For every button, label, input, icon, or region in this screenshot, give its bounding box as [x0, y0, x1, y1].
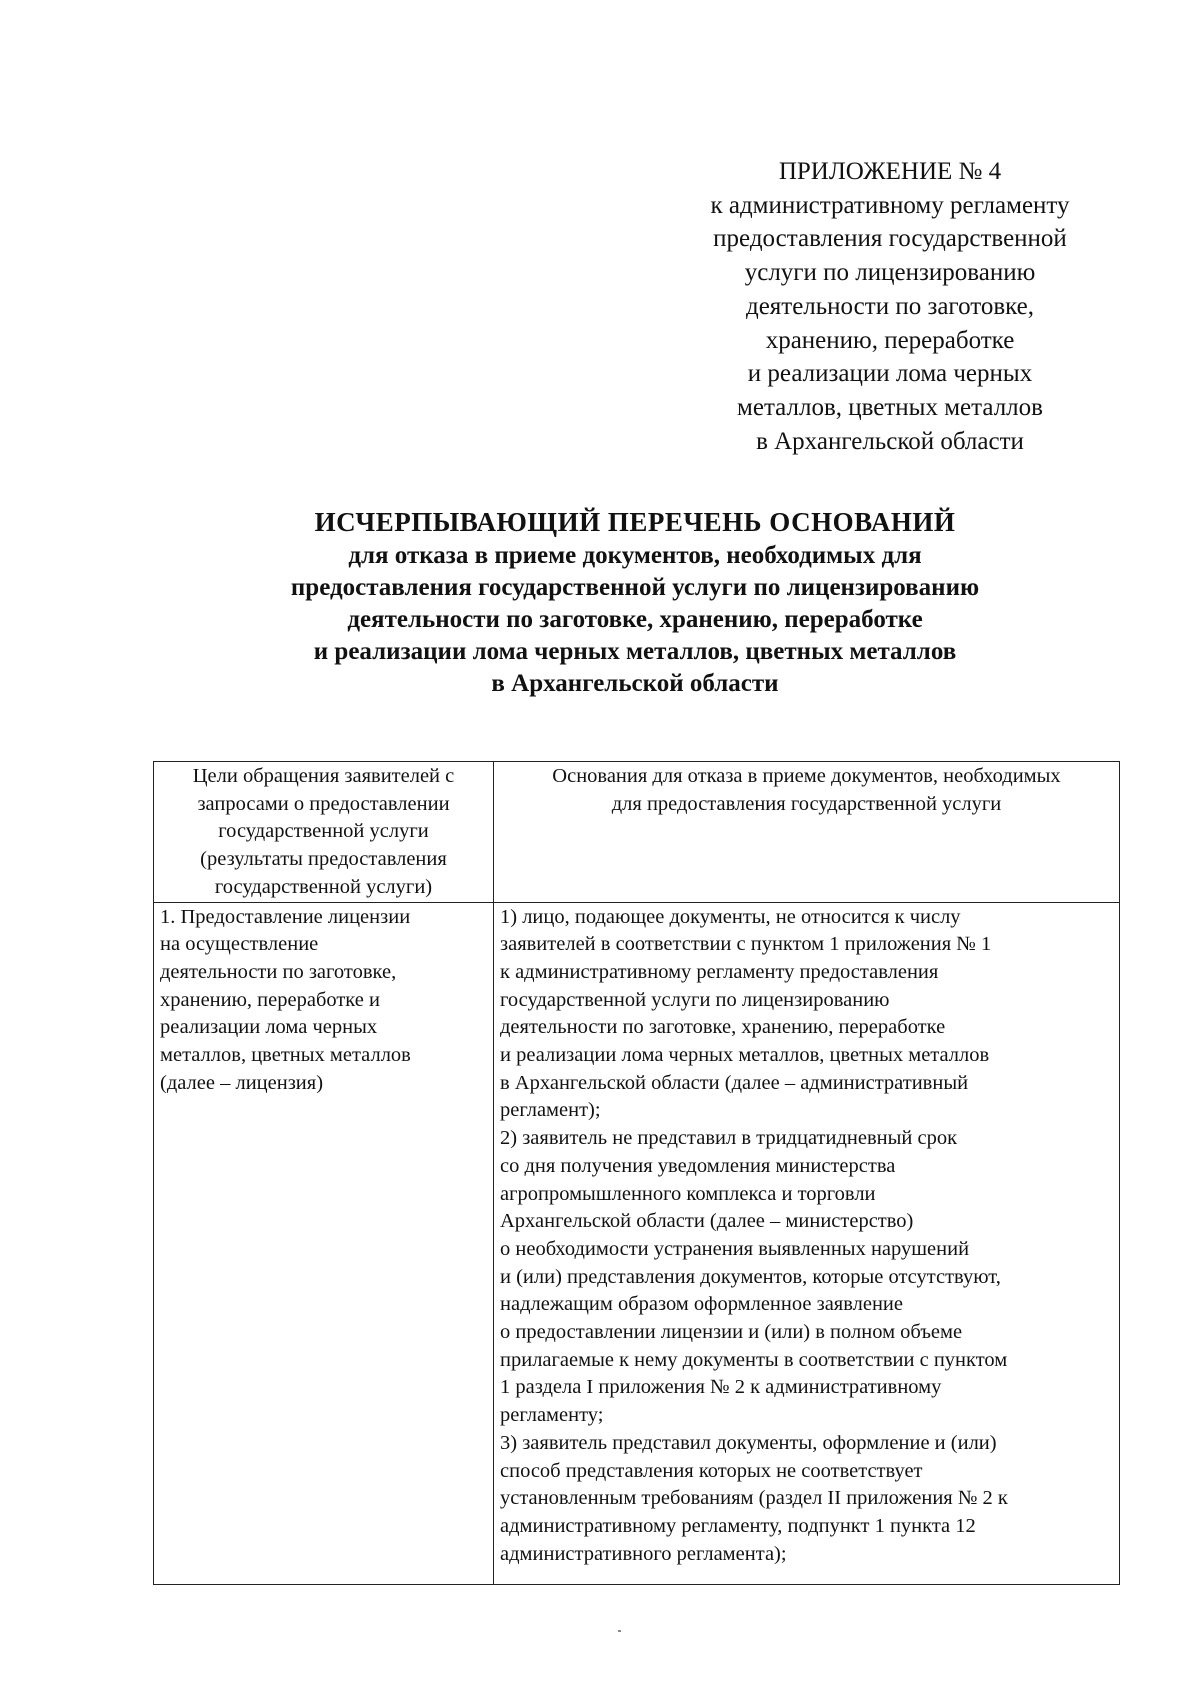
appendix-line: деятельности по заготовке,	[745, 292, 1035, 320]
cell-line: 2) заявитель не представил в тридцатидневный срок	[500, 1127, 958, 1150]
scan-speck	[618, 1630, 621, 1632]
cell-line: деятельности по заготовке,	[160, 960, 397, 983]
cell-line: 1) лицо, подающее документы, не относится к числу	[500, 905, 961, 928]
table-row	[154, 902, 1120, 1584]
cell-line: административному регламенту, подпункт 1 пункта 12	[500, 1514, 976, 1537]
appendix-line: металлов, цветных металлов	[737, 393, 1043, 421]
cell-line: и реализации лома черных металлов, цветных металлов	[500, 1044, 990, 1067]
cell-line: хранению, переработке и	[160, 988, 380, 1011]
header-line: для предоставления государственной услуги	[611, 792, 1002, 815]
subtitle-line: для отказа в приеме документов, необходимых для	[348, 542, 922, 569]
appendix-header	[660, 155, 1120, 458]
appendix-line: ПРИЛОЖЕНИЕ № 4	[778, 158, 1002, 185]
title-subtitle	[160, 540, 1110, 700]
appendix-line: услуги по лицензированию	[744, 259, 1036, 287]
cell-line: государственной услуги по лицензированию	[500, 988, 890, 1011]
appendix-line: в Архангельской области	[756, 427, 1024, 455]
cell-line: регламенту;	[500, 1404, 604, 1427]
header-line: запросами о предоставлении	[197, 792, 450, 815]
grounds-table	[153, 761, 1120, 1585]
cell-line: 3) заявитель представил документы, оформление и (или)	[500, 1431, 997, 1454]
cell-line: в Архангельской области (далее – административный	[500, 1071, 969, 1094]
cell-line: на осуществление	[160, 933, 319, 956]
cell-line: Архангельской области (далее – министерство)	[500, 1210, 914, 1233]
cell-line: 1. Предоставление лицензии	[160, 905, 411, 928]
appendix-line: и реализации лома черных	[747, 360, 1033, 388]
cell-line: о необходимости устранения выявленных нарушений	[500, 1237, 970, 1260]
subtitle-line: и реализации лома черных металлов, цветных металлов	[313, 638, 957, 665]
cell-line: административного регламента);	[500, 1542, 787, 1565]
header-line: (результаты предоставления	[200, 848, 447, 871]
row-cell-grounds	[494, 902, 1120, 1584]
subtitle-line: в Архангельской области	[491, 670, 779, 697]
header-line: Цели обращения заявителей с	[192, 765, 455, 787]
header-line: Основания для отказа в приеме документов, необходимых	[552, 765, 1061, 787]
cell-line: прилагаемые к нему документы в соответствии с пунктом	[500, 1348, 1008, 1371]
cell-line: регламент);	[500, 1099, 601, 1122]
cell-line: 1 раздела I приложения № 2 к административному	[500, 1376, 942, 1399]
cell-line: установленным требованиям (раздел II приложения № 2 к	[500, 1487, 1008, 1510]
table-header-row	[154, 762, 1120, 903]
cell-line: реализации лома черных	[160, 1016, 378, 1039]
appendix-line: к административному регламенту	[710, 191, 1070, 219]
cell-line: и (или) представления документов, которые отсутствуют,	[500, 1265, 1001, 1288]
header-cell-goals	[154, 762, 494, 903]
cell-line: (далее – лицензия)	[160, 1071, 324, 1094]
appendix-line: предоставления государственной	[713, 225, 1067, 253]
header-line: государственной услуги)	[214, 875, 433, 898]
subtitle-line: деятельности по заготовке, хранению, переработке	[347, 606, 923, 633]
cell-line: агропромышленного комплекса и торговли	[500, 1182, 876, 1205]
cell-line: надлежащим образом оформленное заявление	[500, 1293, 904, 1316]
appendix-line: хранению, переработке	[765, 326, 1015, 354]
cell-line: способ представления которых не соответствует	[500, 1459, 923, 1482]
document-title	[160, 504, 1110, 700]
cell-line: о предоставлении лицензии и (или) в полном объеме	[500, 1321, 963, 1344]
header-cell-grounds	[494, 762, 1120, 903]
cell-line: деятельности по заготовке, хранению, переработке	[500, 1016, 946, 1039]
title-main: ИСЧЕРПЫВАЮЩИЙ ПЕРЕЧЕНЬ ОСНОВАНИЙ	[314, 507, 956, 537]
cell-line: со дня получения уведомления министерства	[500, 1154, 896, 1177]
cell-line: заявителей в соответствии с пунктом 1 приложения № 1	[500, 933, 992, 956]
subtitle-line: предоставления государственной услуги по лицензированию	[290, 574, 980, 601]
row-cell-goal	[154, 902, 494, 1584]
cell-line: металлов, цветных металлов	[160, 1044, 411, 1067]
header-line: государственной услуги	[218, 820, 429, 843]
cell-line: к административному регламенту предоставления	[500, 960, 939, 983]
